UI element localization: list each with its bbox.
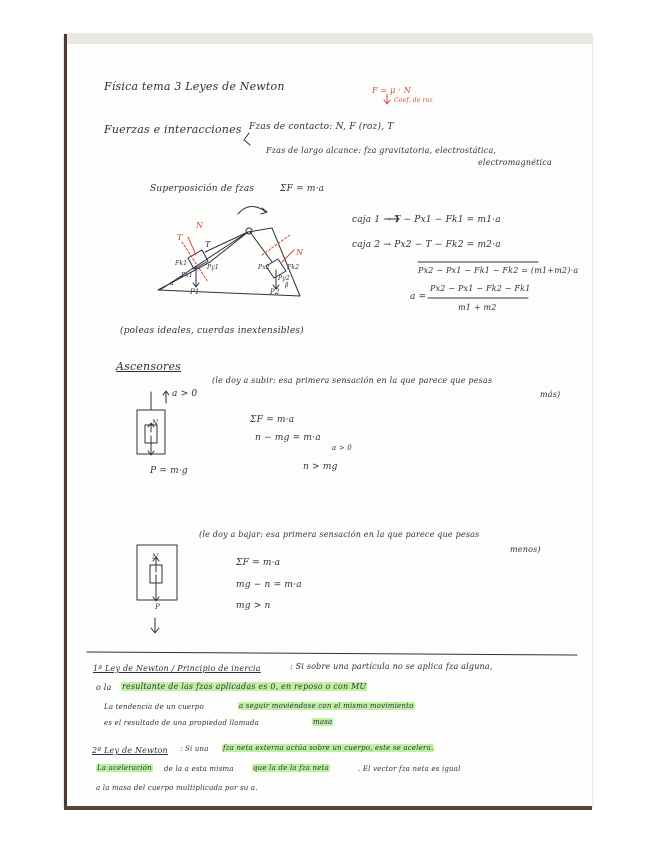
elevator-down-eq1: ΣF = m·a (236, 558, 281, 568)
diagram-normal-right-label: N (296, 248, 304, 257)
diagram-py1-label: Py1 (207, 264, 219, 271)
elevator-down-cabin (137, 545, 177, 600)
diagram-tension-right-label: T (205, 240, 211, 249)
elevator-up-weight-label: P = m·g (150, 466, 188, 476)
first-law-text-c-pre: La tendencia de un cuerpo (104, 703, 204, 711)
elevator-down-weight-label: P (155, 603, 160, 611)
first-law-highlight-mass: masa (313, 718, 333, 726)
topic-heading: Fuerzas e interacciones (104, 123, 242, 136)
newton-second-law-formula: ΣF = m·a (280, 184, 325, 194)
elevator-up-eq2: n − mg = m·a (255, 433, 321, 443)
elevator-down-description: (le doy a bajar: esa primera sensación en la que parece que pesas (199, 530, 480, 539)
section-separator (87, 652, 577, 655)
diagram-p2-label: P2 (270, 288, 280, 296)
elevator-up-normal-arrow (148, 423, 154, 432)
acceleration-label: a = (410, 292, 427, 302)
first-law-text-a: : Si sobre una partícula no se aplica fza alguna, (290, 662, 493, 671)
diagram-p1-label: P1 (190, 288, 200, 296)
first-law-highlight-resultant: resultante de las fzas aplicadas es 0, en reposo o con MU (122, 682, 367, 691)
axis-left (182, 242, 208, 282)
box2-equation: caja 2 → Px2 − T − Fk2 = m2·a (352, 240, 501, 250)
acceleration-numerator: Px2 − Px1 − Fk2 − Fk1 (430, 284, 531, 293)
diagram-friction1-label: Fk1 (175, 260, 188, 267)
page-title: Física tema 3 Leyes de Newton (104, 80, 285, 93)
elevator-down-weight-arrow (153, 575, 159, 601)
sum-equation: Px2 − Px1 − Fk1 − Fk2 = (m1+m2)·a (418, 266, 579, 275)
elevator-down-accel-arrow (151, 618, 159, 633)
diagram-tension-left-label: T (177, 233, 183, 242)
elevator-down-eq2: mg − n = m·a (236, 580, 302, 590)
elevator-up-eq1: ΣF = m·a (250, 415, 295, 425)
second-law-text-b-end: . El vector fza neta es igual (358, 765, 461, 773)
friction-formula-note: F = μ · N (372, 86, 411, 95)
contact-forces-text: Fzas de contacto: N, F (roz), T (249, 122, 394, 132)
elevator-up-eq3: n > mg (303, 462, 338, 472)
diagram-normal-left-label: N (196, 221, 204, 230)
box1-equation: caja 1 → T − Px1 − Fk1 = m1·a (352, 215, 501, 225)
elevator-up-eq2-condition: a > 0 (332, 444, 352, 452)
elevator-up-acceleration: a > 0 (172, 389, 198, 399)
second-law-highlight-direction: que la de la fza neta (253, 764, 329, 772)
first-law-highlight-tendency: a seguir moviéndose con el mismo movimiento (239, 702, 414, 710)
elevator-up-weight-arrow (148, 436, 154, 455)
weight-arrow-right (273, 270, 279, 289)
elevators-heading: Ascensores (116, 360, 182, 373)
ideal-pulley-note: (poleas ideales, cuerdas inextensibles) (120, 326, 304, 336)
elevator-up-normal-label: N (152, 419, 159, 427)
second-law-highlight-net-force: fza neta externa actúa sobre un cuerpo, este se acelera. (223, 744, 434, 752)
first-law-text-b-pre: o la (96, 683, 112, 692)
diagram-angle2-label: β (285, 282, 289, 289)
second-law-highlight-acceleration: La aceleración (97, 764, 152, 772)
superposition-label: Superposición de fzas (150, 184, 255, 194)
second-law-text-c: a la masa del cuerpo multiplicada por su a. (96, 784, 258, 792)
elevator-up-description-cont: más) (540, 390, 561, 399)
long-range-forces-text: Fzas de largo alcance: fza gravitatoria, electrostática, (266, 146, 497, 155)
first-law-title: 1ª Ley de Newton / Principio de inercia (93, 664, 261, 673)
diagram-py2-label: Py2 (278, 275, 290, 282)
diagram-angle1-label: α (170, 280, 175, 287)
elevator-up-accel-arrow (163, 391, 169, 403)
elevator-down-eq3: mg > n (236, 601, 271, 611)
elevator-down-description-cont: menos) (510, 545, 541, 554)
elevator-up-description: (le doy a subir: esa primera sensación en la que parece que pesas (212, 376, 493, 385)
acceleration-denominator: m1 + m2 (458, 303, 497, 312)
topic-brace (244, 133, 250, 145)
long-range-forces-cont: electromagnética (478, 158, 552, 167)
diagram-friction2-label: Fk2 (287, 264, 300, 271)
first-law-text-d-pre: es el resultado de una propiedad llamada (104, 719, 259, 727)
red-down-arrow (384, 94, 390, 104)
second-law-text-b-mid: de la a esta misma (164, 765, 234, 773)
second-law-text-a-pre: : Si una (180, 745, 209, 753)
elevator-down-normal-label: N (152, 553, 159, 561)
diagram-px2-label: Px2 (258, 264, 270, 271)
box1-arrow (385, 216, 399, 222)
second-law-title: 2ª Ley de Newton (92, 746, 168, 755)
diagram-px1-label: Px1 (181, 272, 193, 279)
friction-coefficient-note: Coef. de roz (394, 97, 433, 104)
